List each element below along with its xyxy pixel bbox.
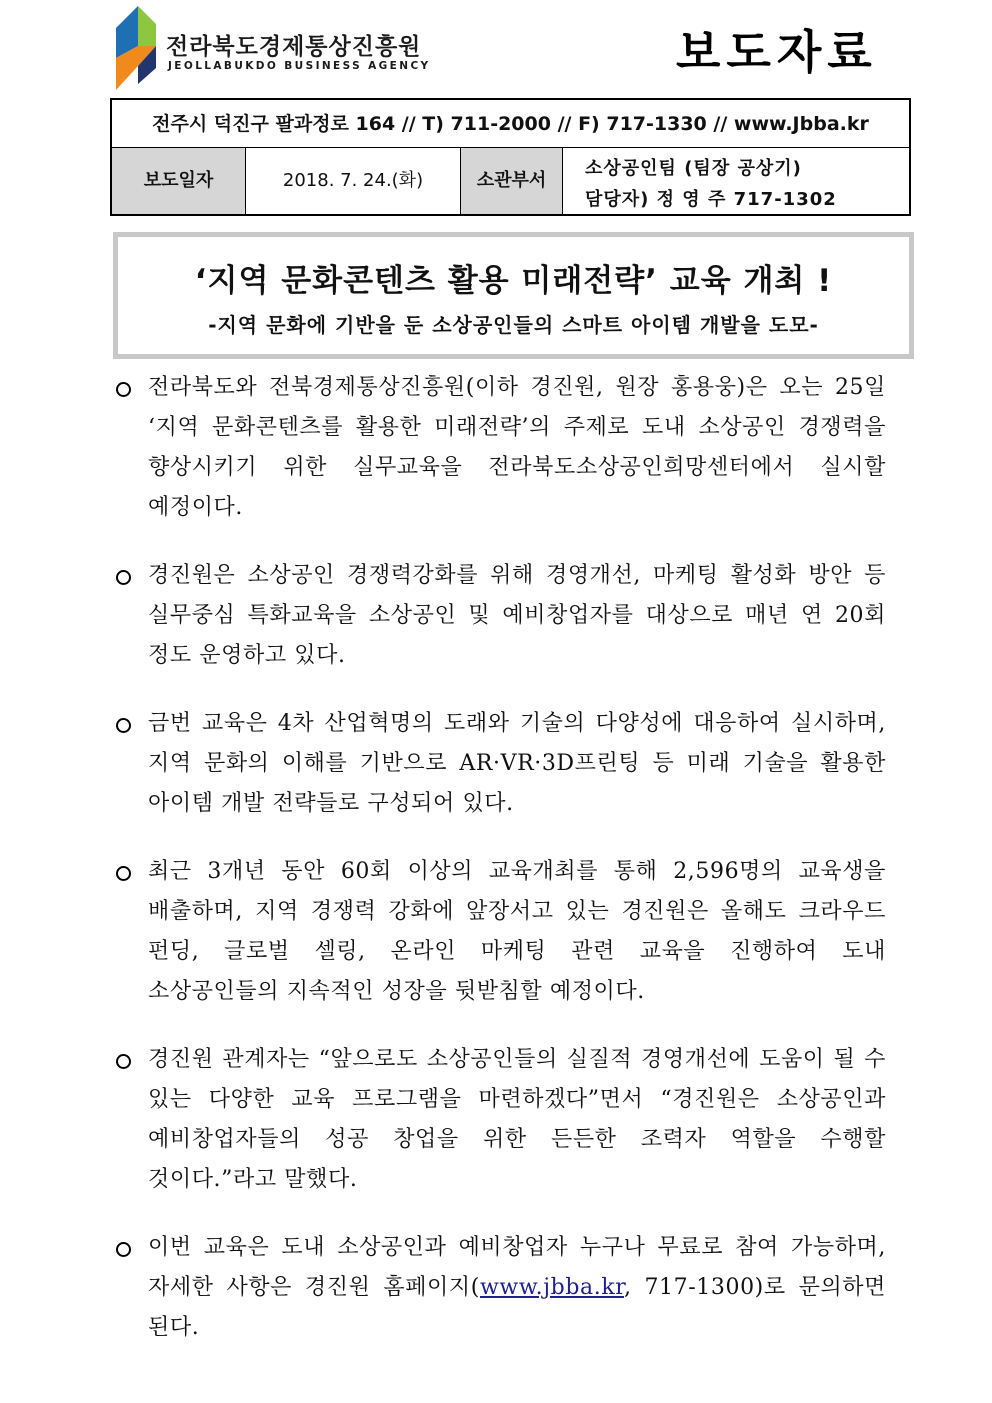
dept-label-cell [461, 148, 563, 214]
paragraph-5: 경진원 관계자는 “앞으로도 소상공인들의 실질적 경영개선에 도움이 될 수 있는 다양한 교육 프로그램을 마련하겠다”면서 “경진원은 소상공인과 예비창업자들의 성공 창업을 위한 든든한 조력자 역할을 수행할 것이다.”라고 말했다. [148, 1047, 886, 1192]
circle-bullet-icon [116, 570, 131, 585]
homepage-link[interactable]: www.jbba.kr [479, 1275, 624, 1300]
paragraph-6 [148, 1228, 886, 1348]
paragraph-4: 최근 3개년 동안 60회 이상의 교육개최를 통해 2,596명의 교육생을 배출하며, 지역 경쟁력 강화에 앞장서고 있는 경진원은 올해도 크라우드 펀딩, 글로벌 셀링, 온라인 마케팅 관련 교육을 진행하여 도내 소상공인들의 지속적인 성장을 뒷받침할 예정이다. [148, 859, 886, 1004]
dept-team: 소상공인팀 (팀장 공상기) [585, 158, 802, 179]
paragraph-3: 금번 교육은 4차 산업혁명의 도래와 기술의 다양성에 대응하여 실시하며, 지역 문화의 이해를 기반으로 AR·VR·3D프린팅 등 미래 기술을 활용한 아이템 개발 전략들로 구성되어 있다. [148, 711, 886, 816]
date-label-cell [112, 148, 246, 214]
list-item [110, 556, 900, 676]
list-item [110, 704, 900, 824]
subheadline: -지역 문화에 기반을 둔 소상공인들의 스마트 아이템 개발을 도모- [208, 313, 819, 337]
contact-line: 전주시 덕진구 팔과정로 164 // T) 711-2000 // F) 717-1330 // www.Jbba.kr [112, 100, 909, 148]
headline-box [113, 232, 914, 359]
document-type-title: 보도자료 [676, 25, 878, 79]
paragraph-2: 경진원은 소상공인 경쟁력강화를 위해 경영개선, 마케팅 활성화 방안 등 실무중심 특화교육을 소상공인 및 예비창업자를 대상으로 매년 연 20회 정도 운영하고 있다. [148, 563, 886, 668]
list-item [110, 368, 900, 528]
list-item [110, 1228, 900, 1348]
headline: ‘지역 문화콘텐츠 활용 미래전략’ 교육 개최 ! [194, 263, 833, 299]
date-value: 2018. 7. 24.(화) [282, 170, 424, 191]
press-info-table [110, 98, 911, 216]
date-label: 보도일자 [143, 170, 214, 191]
list-item [110, 852, 900, 1012]
paragraph-6-text-a: 이번 교육은 도내 소상공인과 예비창업자 누구나 무료로 참여 가능하며, 자세한 사항은 경진원 홈페이지( [148, 1235, 886, 1300]
circle-bullet-icon [116, 1054, 131, 1069]
logo-green-shape [138, 6, 156, 46]
circle-bullet-icon [116, 718, 131, 733]
page-header [0, 0, 992, 100]
org-logo [108, 6, 431, 90]
circle-bullet-icon [116, 382, 131, 397]
paragraph-1: 전라북도와 전북경제통상진흥원(이하 경진원, 원장 홍용웅)은 오는 25일 ‘지역 문화콘텐츠를 활용한 미래전략’의 주제로 도내 소상공인 경쟁력을 향상시키기 위한 실무교육을 전라북도소상공인희망센터에서 실시할 예정이다. [148, 375, 886, 520]
dept-contact: 담당자) 정 영 주 717-1302 [585, 189, 837, 210]
circle-bullet-icon [116, 1242, 131, 1257]
dept-value-cell [563, 148, 909, 214]
org-name-kr: 전라북도경제통상진흥원 [166, 34, 422, 60]
list-item [110, 1040, 900, 1200]
circle-bullet-icon [116, 866, 131, 881]
dept-label: 소관부서 [476, 170, 547, 191]
logo-mark-icon [108, 6, 164, 90]
article-body [110, 368, 900, 1348]
date-value-cell [246, 148, 461, 214]
paragraph-6-text-b: , 717-1300)로 문의하면 된다. [148, 1275, 887, 1340]
org-name-en: JEOLLABUKDO BUSINESS AGENCY [168, 60, 431, 72]
